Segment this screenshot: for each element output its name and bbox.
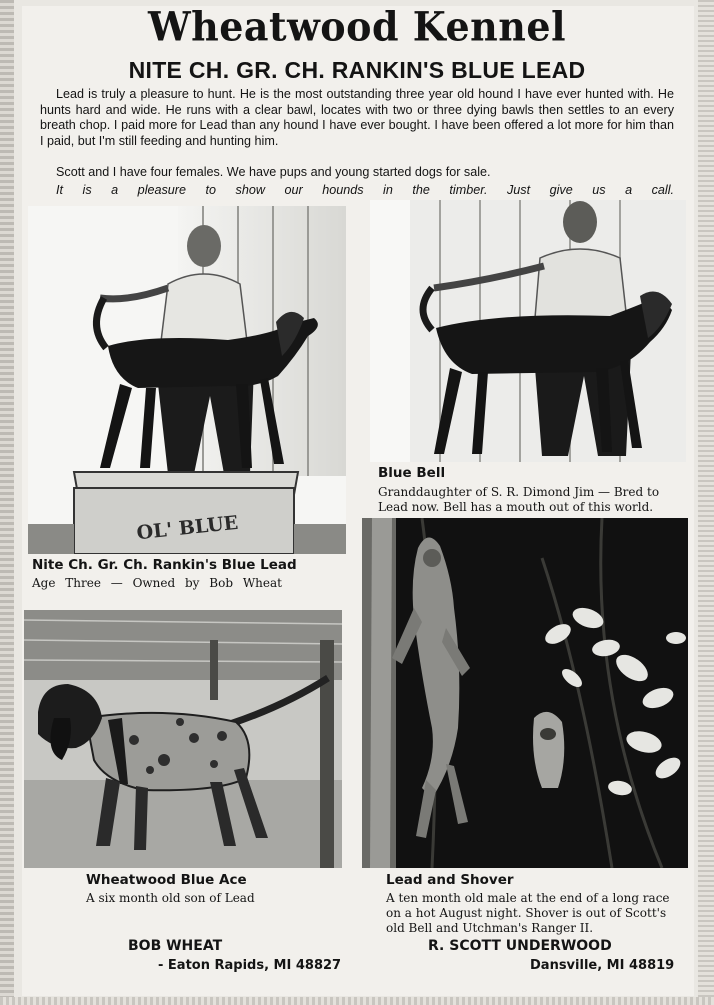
caption-blue-ace: A six month old son of Lead — [86, 891, 255, 905]
caption-title-blue-bell: Blue Bell — [378, 465, 446, 481]
book-spine-edge — [0, 0, 14, 1005]
page-edge-right — [698, 0, 714, 1005]
caption-blue-lead: Age Three — Owned by Bob Wheat — [32, 576, 282, 590]
photo-blue-bell — [370, 200, 686, 462]
box-lettering: OL' BLUE — [135, 511, 240, 545]
invitation-paragraph: It is a pleasure to show our hounds in the timber. Just give us a call. — [56, 183, 674, 197]
photo-blue-ace — [24, 610, 342, 868]
caption-title-lead-and-shover: Lead and Shover — [386, 872, 514, 888]
caption-lead-and-shover: A ten month old male at the end of a long race on a hot August night. Shover is out of Scott's old Bell and Utchman's Ranger II. — [386, 891, 670, 935]
owner-name-scott-underwood: R. SCOTT UNDERWOOD — [428, 938, 612, 954]
owner-address-scott-underwood: Dansville, MI 48819 — [530, 958, 675, 973]
page-edge-bottom — [0, 997, 714, 1005]
caption-blue-bell: Granddaughter of S. R. Dimond Jim — Bred to Lead now. Bell has a mouth out of this world. — [378, 485, 660, 514]
caption-title-blue-lead: Nite Ch. Gr. Ch. Rankin's Blue Lead — [32, 557, 297, 573]
owner-address-bob-wheat: - Eaton Rapids, MI 48827 — [158, 958, 342, 973]
photo-lead-and-shover — [362, 518, 688, 868]
photo-blue-lead — [28, 206, 346, 554]
caption-title-blue-ace: Wheatwood Blue Ace — [86, 872, 247, 888]
kennel-title: Wheatwood Kennel — [147, 2, 567, 51]
owner-name-bob-wheat: BOB WHEAT — [128, 938, 223, 954]
dog-headline: NITE CH. GR. CH. RANKIN'S BLUE LEAD — [128, 57, 586, 83]
intro-paragraph: Lead is truly a pleasure to hunt. He is the most outstanding three year old hound I have ever hunted with. He hunts hard and wide. He runs with a clear bawl, locates with two or three dying bawls then settles to an every breath chop. I paid more for Lead than any hound I have ever bought. I have been offered a lot more for him than I paid, but I'm still feeding and hunting him. — [40, 87, 674, 148]
sale-paragraph: Scott and I have four females. We have pups and young started dogs for sale. — [56, 165, 491, 179]
